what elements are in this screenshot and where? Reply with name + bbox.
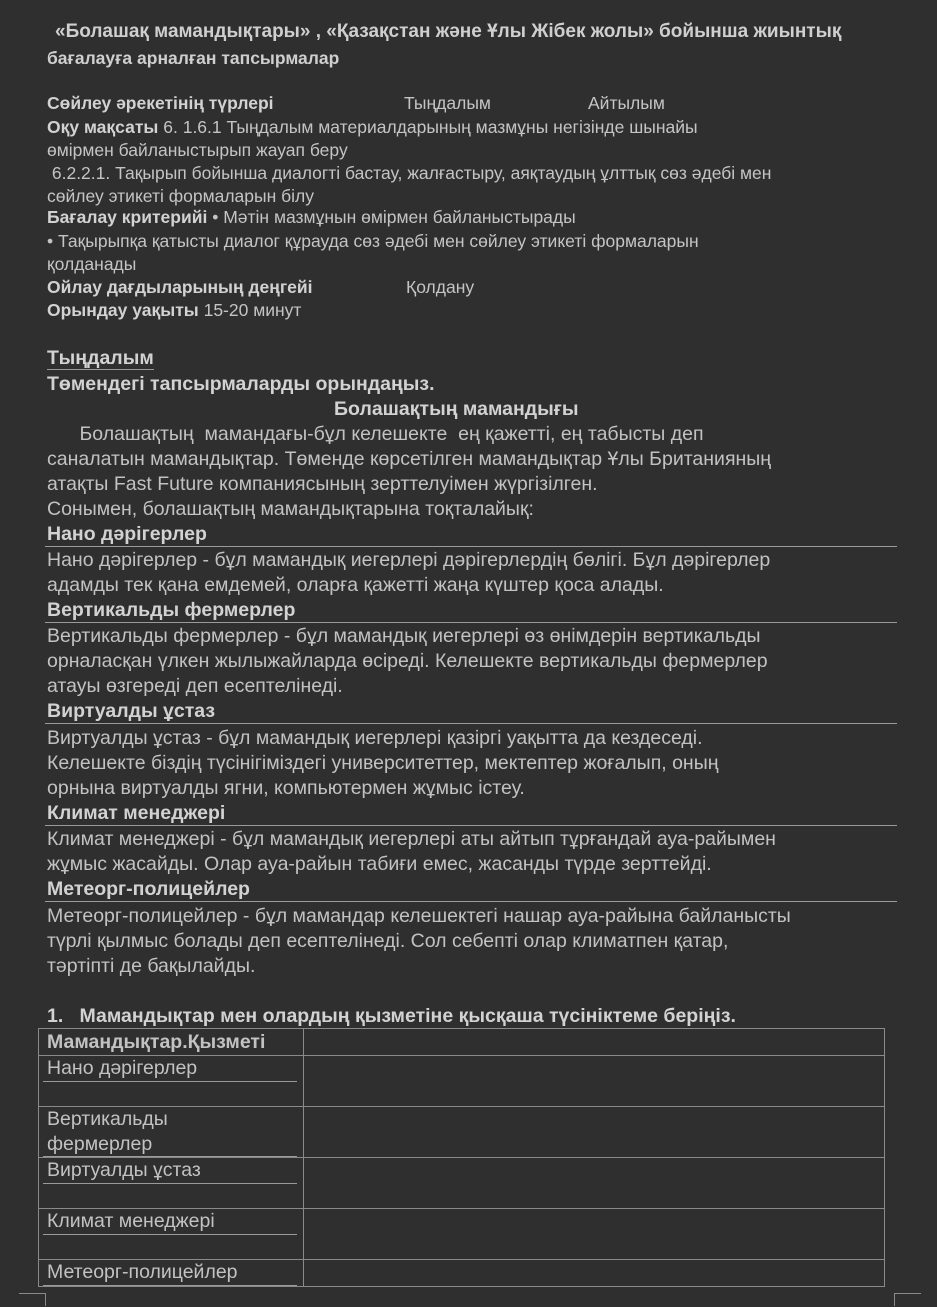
doc-title-line1: «Болашақ мамандықтары» , «Қазақстан және Ұлы Жібек жолы» бойынша жиынтық [55,21,842,42]
criteria-label: Бағалау критерийі [47,207,208,227]
profession-heading: Метеорг-полицейлер [47,878,250,900]
profession-text-line: орнына виртуалды ягни, компьютермен жұмыс істеу. [47,777,525,799]
profession-divider [45,546,897,547]
time-line [47,299,301,322]
profession-heading: Климат менеджері [47,802,226,824]
page-corner-mark [19,1293,46,1306]
intro-line3: атақты Fast Future компаниясының зерттелуімен жүргізілген. [47,473,598,495]
answer-cell[interactable] [304,1260,885,1287]
answer-cell[interactable] [304,1209,885,1260]
thinking-skills-value: Қолдану [406,277,475,297]
profession-text-line: атауы өзгереді деп есептелінеді. [47,675,343,697]
profession-text-line: жұмыс жасайды. Олар ауа-райын табиғи емес, жасанды түрде зерттейді. [47,853,712,875]
text-title: Болашақтың мамандығы [334,398,579,420]
page-corner-mark [894,1293,921,1306]
profession-heading: Нано дәрігерлер [47,523,207,545]
answer-table [38,1028,885,1287]
profession-cell [39,1260,304,1287]
table-row [39,1209,885,1260]
table-row [39,1056,885,1107]
underline [43,1234,297,1235]
listening-heading: Тыңдалым [47,347,154,369]
criteria-line1 [47,206,576,229]
criteria-text3: қолданады [47,254,137,274]
profession-text-line: Климат менеджері - бұл мамандық иегерлері аты айтып тұрғандай ауа-райымен [47,828,776,850]
answer-cell[interactable] [304,1158,885,1209]
profession-cell [39,1209,304,1260]
profession-text-line: Вертикальды фермерлер - бұл мамандық иегерлері өз өнімдерін вертикальды [47,625,761,647]
table-row [39,1158,885,1209]
criteria-text2: • Тақырыпқа қатысты диалог құрауда сөз әдебі мен сөйлеу этикеті формаларын [47,231,699,251]
learning-goal-text2: өмірмен байланыстырып жауап беру [47,140,348,160]
profession-text-line: Метеорг-полицейлер - бұл мамандар келешектегі нашар ауа-райына байланысты [47,905,791,927]
profession-heading: Вертикальды фермерлер [47,599,296,621]
answer-cell[interactable] [304,1056,885,1107]
task-text: Мамандықтар мен олардың қызметіне қысқаша түсініктеме беріңіз. [79,1005,736,1027]
profession-cell-label: Климат менеджері [47,1210,215,1232]
task-number: 1. [47,1005,64,1027]
learning-goal-text4: сөйлеу этикеті формаларын білу [47,186,315,206]
profession-cell [39,1158,304,1209]
learning-goal-label: Оқу мақсаты [47,117,159,137]
profession-divider [45,825,897,826]
answer-cell[interactable] [304,1029,885,1056]
learning-goal-line1 [47,116,698,139]
speech-types-label: Сөйлеу әрекетінің түрлері [47,93,274,113]
profession-text-line: орналасқан үлкен жылыжайларда өсіреді. Келешекте вертикальды фермерлер [47,650,768,672]
profession-divider [45,901,897,902]
intro-line1: Болашақтың мамандағы-бұл келешекте ең қажетті, ең табысты деп [47,423,704,445]
profession-cell-label: Виртуалды ұстаз [47,1159,201,1181]
doc-title-line2: бағалауға арналған тапсырмалар [47,48,340,68]
answer-cell[interactable] [304,1107,885,1158]
time-value: 15-20 минут [203,300,302,320]
intro-line2: саналатын мамандықтар. Төменде көрсетілген мамандықтар Ұлы Британияның [47,448,772,470]
profession-cell-label: Нано дәрігерлер [47,1057,198,1079]
listening-instruction: Төмендегі тапсырмаларды орындаңыз. [47,373,435,395]
table-header-label: Мамандықтар.Қызметі [47,1031,266,1053]
profession-text-line: Виртуалды ұстаз - бұл мамандық иегерлері қазіргі уақытта да кездеседі. [47,727,703,749]
table-row [39,1260,885,1287]
profession-text-line: түрлі қылмыс болады деп есептелінеді. Сол себепті олар климатпен қатар, [47,930,729,952]
task-1 [47,1004,736,1029]
profession-text-line: тәртіпті де бақылайды. [47,955,256,977]
profession-text-line: Келешекте біздің түсінігіміздегі университеттер, мектептер жоғалып, оның [47,752,719,774]
profession-text-line: Нано дәрігерлер - бұл мамандық иегерлері дәрігерлердің бөлігі. Бұл дәрігерлер [47,549,771,571]
time-label: Орындау уақыты [47,300,199,320]
table-header-row [39,1029,885,1056]
profession-cell [39,1107,304,1158]
underline [43,1081,297,1082]
underline [43,1285,297,1286]
learning-goal-text1: 6. 1.6.1 Тыңдалым материалдарының мазмұны негізінде шынайы [163,117,698,137]
profession-divider [45,622,897,623]
thinking-skills-label: Ойлау дағдыларының деңгейі [47,277,313,297]
learning-goal-text3: 6.2.2.1. Тақырып бойынша диалогті бастау, жалғастыру, аяқтаудың ұлттық сөз әдебі мен [47,163,772,183]
speech-type-listening: Тыңдалым [404,93,491,113]
profession-cell [39,1056,304,1107]
speech-type-speaking: Айтылым [588,93,665,113]
intro-line4: Сонымен, болашақтың мамандықтарына тоқталайық: [47,498,534,520]
table-header-cell [39,1029,304,1056]
profession-cell-label: Метеорг-полицейлер [47,1261,238,1283]
profession-divider [45,723,897,724]
profession-cell-label: Вертикальды [47,1108,168,1130]
table-row [39,1107,885,1158]
profession-cell-label: фермерлер [47,1133,153,1155]
profession-heading: Виртуалды ұстаз [47,700,216,722]
underline [43,1183,297,1184]
criteria-text1: • Мәтін мазмұнын өмірмен байланыстырады [212,207,576,227]
profession-text-line: адамды тек қана емдемей, оларға қажетті жаңа күштер қоса алады. [47,574,664,596]
